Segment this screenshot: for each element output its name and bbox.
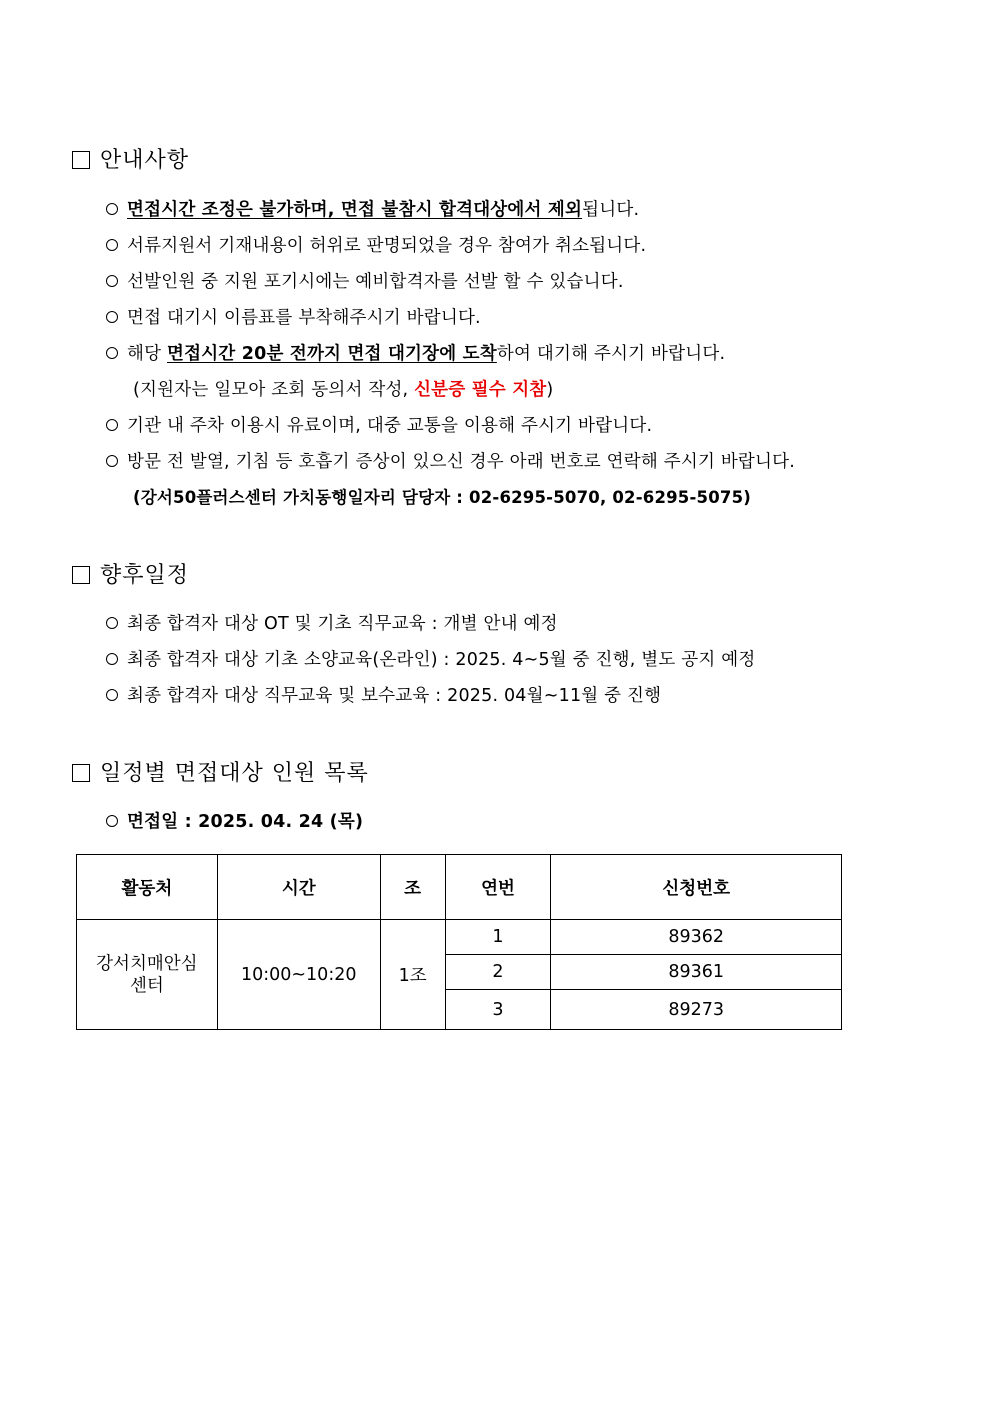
section-title-notice: 안내사항 [72, 143, 189, 174]
circle-bullet-icon [106, 653, 118, 665]
interview-date: 면접일 : 2025. 04. 24 (목) [106, 808, 363, 833]
circle-bullet-icon [106, 239, 118, 251]
cell-place: 강서치매안심 센터 [77, 920, 218, 1030]
schedule-item-2: 최종 합격자 대상 기초 소양교육(온라인) : 2025. 4~5월 중 진행, 별도 공지 예정 [106, 646, 755, 671]
interview-table [76, 854, 842, 1030]
cell-no: 2 [445, 955, 551, 990]
notice-item-7: 방문 전 발열, 기침 등 호흡기 증상이 있으신 경우 아래 번호로 연락해 주시기 바랍니다. [106, 448, 795, 473]
circle-bullet-icon [106, 419, 118, 431]
checkbox-square-icon [72, 566, 90, 584]
notice-item-3: 선발인원 중 지원 포기시에는 예비합격자를 선발 할 수 있습니다. [106, 268, 624, 293]
circle-bullet-icon [106, 347, 118, 359]
notice-item-1: 면접시간 조정은 불가하며, 면접 불참시 합격대상에서 제외됩니다. [106, 196, 639, 221]
table-row [77, 920, 842, 955]
header-group: 조 [380, 855, 445, 920]
header-application-number: 신청번호 [551, 855, 842, 920]
notice-item-5: 해당 면접시간 20분 전까지 면접 대기장에 도착하여 대기해 주시기 바랍니다. [106, 340, 725, 365]
contact-line: (강서50플러스센터 가치동행일자리 담당자 : 02-6295-5070, 02-6295-5075) [133, 488, 752, 507]
circle-bullet-icon [106, 203, 118, 215]
notice-item-6: 기관 내 주차 이용시 유료이며, 대중 교통을 이용해 주시기 바랍니다. [106, 412, 652, 437]
header-time: 시간 [217, 855, 380, 920]
checkbox-square-icon [72, 151, 90, 169]
table-header-row [77, 855, 842, 920]
circle-bullet-icon [106, 617, 118, 629]
checkbox-square-icon [72, 764, 90, 782]
circle-bullet-icon [106, 275, 118, 287]
cell-no: 3 [445, 990, 551, 1030]
header-place: 활동처 [77, 855, 218, 920]
header-number: 연번 [445, 855, 551, 920]
circle-bullet-icon [106, 815, 118, 827]
schedule-item-1: 최종 합격자 대상 OT 및 기초 직무교육 : 개별 안내 예정 [106, 610, 558, 635]
notice-item-4: 면접 대기시 이름표를 부착해주시기 바랍니다. [106, 304, 481, 329]
circle-bullet-icon [106, 455, 118, 467]
cell-app: 89273 [551, 990, 842, 1030]
cell-group: 1조 [380, 920, 445, 1030]
circle-bullet-icon [106, 311, 118, 323]
cell-no: 1 [445, 920, 551, 955]
cell-time: 10:00~10:20 [217, 920, 380, 1030]
section-title-interview-list: 일정별 면접대상 인원 목록 [72, 756, 369, 787]
schedule-item-3: 최종 합격자 대상 직무교육 및 보수교육 : 2025. 04월~11월 중 진행 [106, 682, 661, 707]
circle-bullet-icon [106, 689, 118, 701]
notice-item-2: 서류지원서 기재내용이 허위로 판명되었을 경우 참여가 취소됩니다. [106, 232, 646, 257]
section-title-schedule: 향후일정 [72, 558, 189, 589]
cell-app: 89361 [551, 955, 842, 990]
notice-item-5-note: (지원자는 일모아 조회 동의서 작성, 신분증 필수 지참) [133, 380, 554, 400]
cell-app: 89362 [551, 920, 842, 955]
